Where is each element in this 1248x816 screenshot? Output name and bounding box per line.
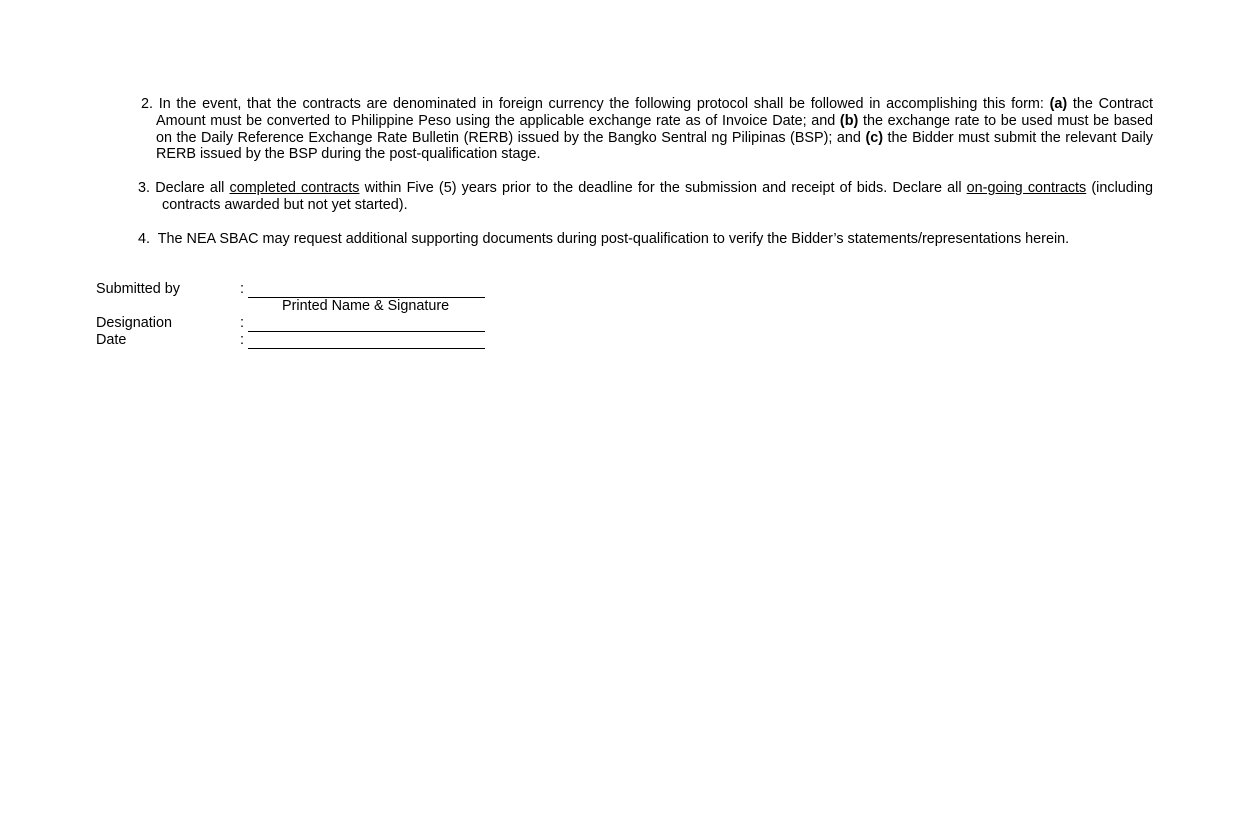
note-2-bold-b: (b) xyxy=(839,112,859,129)
designation-colon: : xyxy=(240,315,244,331)
designation-line[interactable] xyxy=(248,331,485,332)
note-2-number: 2. xyxy=(141,96,154,112)
date-colon: : xyxy=(240,332,244,348)
note-4-line-1: 4. The NEA SBAC may request additional supporting documents during post-qualification to verify the Bidder’s statements/representations herein. xyxy=(138,231,1070,247)
submitted-by-label: Submitted by xyxy=(96,281,180,297)
note-2-bold-a: (a) xyxy=(1049,96,1068,112)
note-4-number: 4. xyxy=(138,231,151,247)
note-3-line-2: contracts awarded but not yet started). xyxy=(162,196,408,213)
note-2-bold-c: (c) xyxy=(865,129,884,146)
note-3 xyxy=(138,180,1153,214)
note-4 xyxy=(138,231,1153,248)
note-2 xyxy=(141,96,1153,163)
note-3-number: 3. xyxy=(138,180,151,196)
on-going-contracts-term: on-going contracts xyxy=(966,180,1087,196)
submitted-by-colon: : xyxy=(240,281,244,297)
note-2-line-1: 2. In the event, that the contracts are denominated in foreign currency the following protocol shall be followed in accomplishing this form: (a) the Contract xyxy=(141,96,1153,112)
note-2-line-4: RERB issued by the BSP during the post-qualification stage. xyxy=(156,146,541,163)
note-2-line-3: on the Daily Reference Exchange Rate Bulletin (RERB) issued by the Bangko Sentral ng Pilipinas (BSP); and (c) the Bidder must submit the relevant Daily xyxy=(156,129,1153,146)
date-label: Date xyxy=(96,332,127,348)
printed-name-caption: Printed Name & Signature xyxy=(282,298,450,314)
note-3-line-1: 3. Declare all completed contracts within Five (5) years prior to the deadline for the submission and receipt of bids. Declare all on-going contracts (including xyxy=(138,180,1153,196)
note-2-line-2: Amount must be converted to Philippine Peso using the applicable exchange rate as of Invoice Date; and (b) the exchange rate to be used must be based xyxy=(156,112,1153,129)
designation-label: Designation xyxy=(96,315,173,331)
completed-contracts-term: completed contracts xyxy=(229,180,360,196)
date-line[interactable] xyxy=(248,348,485,349)
